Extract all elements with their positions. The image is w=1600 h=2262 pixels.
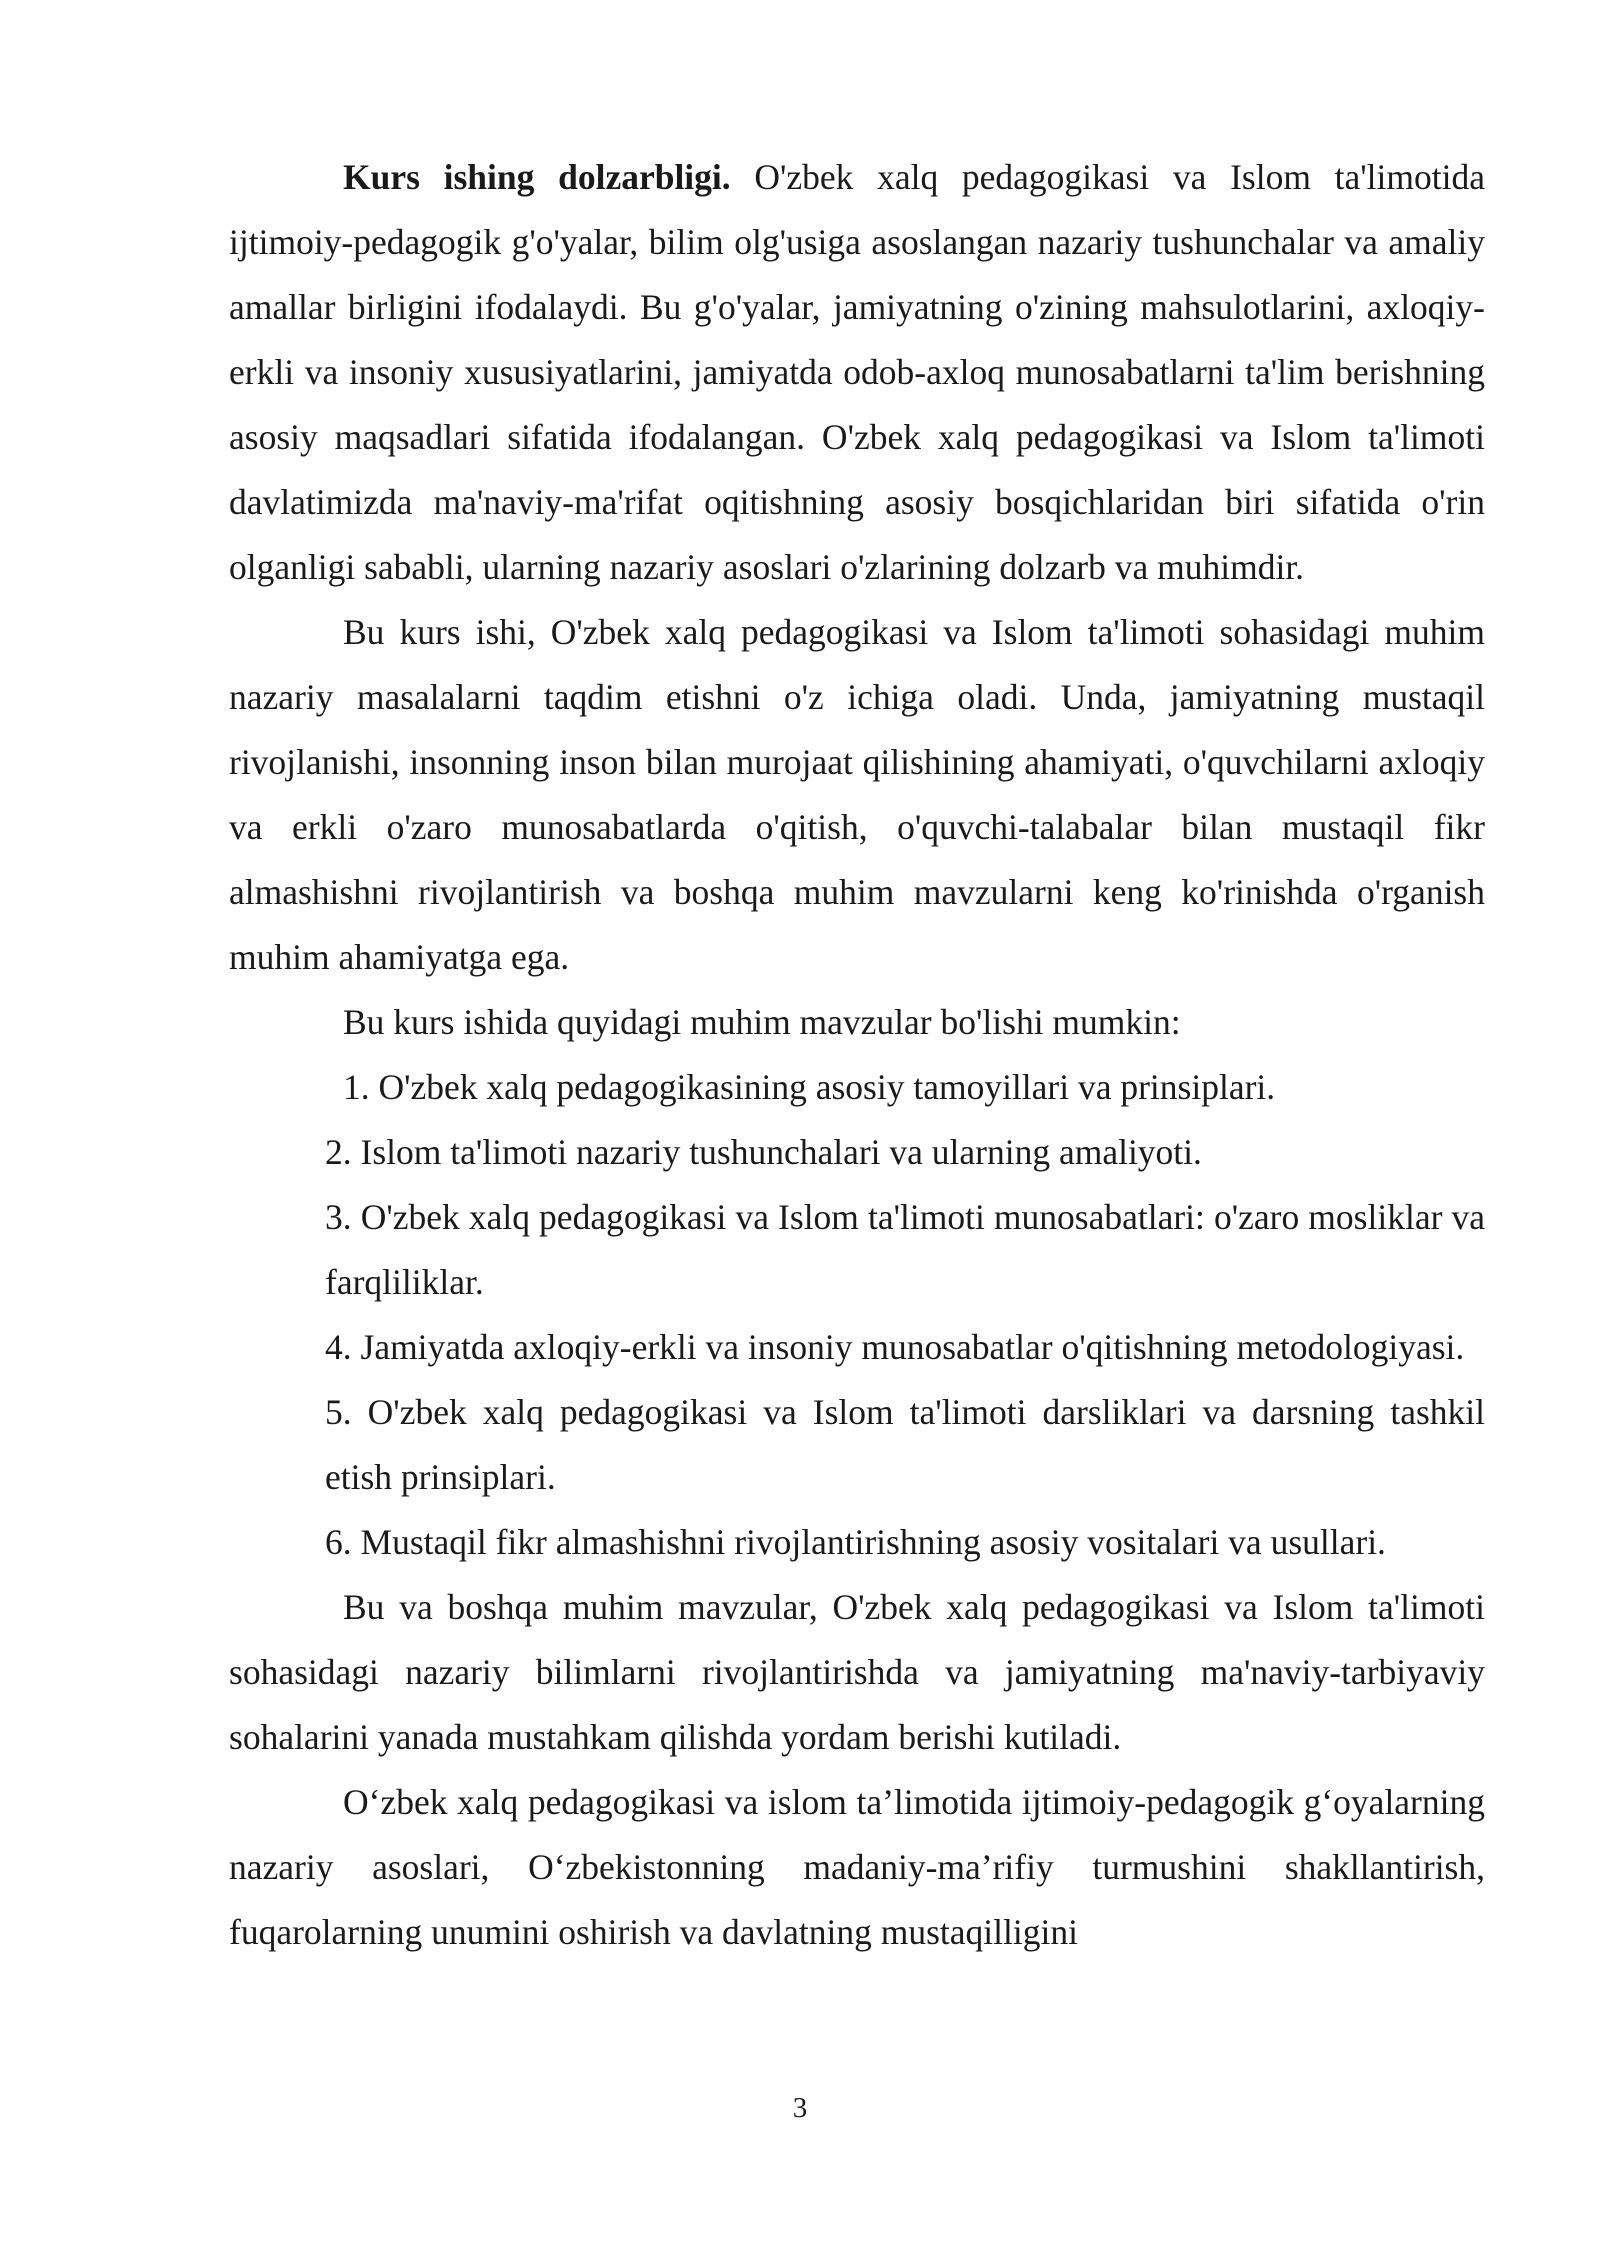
paragraph-5: O‘zbek xalq pedagogikasi va islom ta’limotida ijtimoiy-pedagogik g‘oyalarning nazariy asoslari, O‘zbekistonning madaniy-ma’rifiy turmushini shakllantirish, fuqarolarning unumini oshirish va davlatning mustaqilligini bbox=[229, 1782, 1485, 1952]
list-item-4: 4. Jamiyatda axloqiy-erkli va insoniy munosabatlar o'qitishning metodologiyasi. bbox=[325, 1327, 1465, 1367]
list-item-1: 1. O'zbek xalq pedagogikasining asosiy tamoyillari va prinsiplari. bbox=[343, 1067, 1276, 1107]
paragraph-3: Bu kurs ishida quyidagi muhim mavzular bo'lishi mumkin: bbox=[343, 1002, 1181, 1042]
page-number: 3 bbox=[792, 2092, 808, 2124]
list-item-6: 6. Mustaqil fikr almashishni rivojlantirishning asosiy vositalari va usullari. bbox=[325, 1522, 1386, 1562]
list-item-2: 2. Islom ta'limoti nazariy tushunchalari va ularning amaliyoti. bbox=[325, 1132, 1202, 1172]
intro-heading: Kurs ishing dolzarbligi. bbox=[343, 157, 731, 197]
paragraph-2: Bu kurs ishi, O'zbek xalq pedagogikasi va Islom ta'limoti sohasidagi muhim nazariy masalalarni taqdim etishni o'z ichiga oladi. Unda, jamiyatning mustaqil rivojlanishi, insonning inson bilan murojaat qilishining ahamiyati, o'quvchilarni axloqiy va erkli o'zaro munosabatlarda o'qitish, o'quvchi-talabalar bilan mustaqil fikr almashishni rivojlantirish va boshqa muhim mavzularni keng ko'rinishda o'rganish muhim ahamiyatga ega. bbox=[229, 612, 1485, 977]
intro-paragraph bbox=[229, 145, 1485, 600]
intro-text: O'zbek xalq pedagogikasi va Islom ta'limotida ijtimoiy-pedagogik g'o'yalar, bilim olg'usiga asoslangan nazariy tushunchalar va amaliy amallar birligini ifodalaydi. Bu g'o'yalar, jamiyatning o'zining mahsulotlarini, axloqiy-erkli va insoniy xususiyatlarini, jamiyatda odob-axloq munosabatlarni ta'lim berishning asosiy maqsadlari sifatida ifodalangan. O'zbek xalq pedagogikasi va Islom ta'limoti davlatimizda ma'naviy-ma'rifat oqitishning asosiy bosqichlaridan biri sifatida o'rin olganligi sababli, ularning nazariy asoslari o'zlarining dolzarb va muhimdir. bbox=[229, 157, 1485, 587]
list-item-5: 5. O'zbek xalq pedagogikasi va Islom ta'limoti darsliklari va darsning tashkil etish prinsiplari. bbox=[325, 1392, 1485, 1497]
paragraph-4: Bu va boshqa muhim mavzular, O'zbek xalq pedagogikasi va Islom ta'limoti sohasidagi nazariy bilimlarni rivojlantirishda va jamiyatning ma'naviy-tarbiyaviy sohalarini yanada mustahkam qilishda yordam berishi kutiladi. bbox=[229, 1587, 1485, 1757]
list-item-3: 3. O'zbek xalq pedagogikasi va Islom ta'limoti munosabatlari: o'zaro mosliklar va farqliliklar. bbox=[325, 1197, 1485, 1302]
document-body bbox=[229, 145, 1485, 1965]
